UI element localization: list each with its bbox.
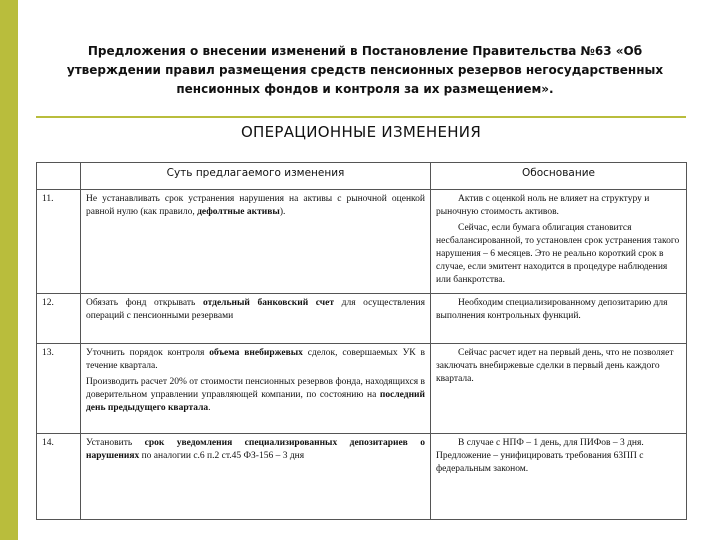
header-reason: Обоснование xyxy=(431,163,687,190)
changes-table xyxy=(36,162,687,520)
reason-cell xyxy=(431,434,687,520)
change-emphasis: дефолтные активы xyxy=(197,207,280,217)
change-cell xyxy=(81,434,431,520)
change-emphasis: объема внебиржевых xyxy=(209,348,303,358)
change-cell xyxy=(81,344,431,434)
change-cell xyxy=(81,190,431,294)
change-text: Обязать фонд открывать xyxy=(86,298,203,308)
change-emphasis-2: последний день предыдущего квартала xyxy=(86,390,425,413)
slide-subtitle: ОПЕРАЦИОННЫЕ ИЗМЕНЕНИЯ xyxy=(240,123,482,141)
row-number: 12. xyxy=(37,294,81,344)
reason-cell xyxy=(431,344,687,434)
reason-cell xyxy=(431,190,687,294)
accent-side-bar xyxy=(0,0,18,540)
change-text-2-end: . xyxy=(208,403,211,413)
table-header-row xyxy=(37,163,687,190)
reason-text-2: Сейчас, если бумага облигация становится несбалансированной, то установлен срок устранения такого нарушения – 6 месяцев. Это не реально короткий срок в случае, если эмитент находится в процедуре наблюдения или банкротства. xyxy=(436,223,680,285)
change-text: Установить xyxy=(86,438,145,448)
table-row xyxy=(37,294,687,344)
slide-title: Предложения о внесении изменений в Постановление Правительства №63 «Об утверждении правил размещения средств пенсионных резервов негосударственных пенсионных фондов и контроля за их размещением». xyxy=(66,44,664,96)
reason-text: Актив с оценкой ноль не влияет на структуру и рыночную стоимость активов. xyxy=(436,194,650,217)
change-emphasis: срок уведомления специализированных депозитариев о нарушениях xyxy=(86,438,425,461)
change-emphasis: отдельный банковский счет xyxy=(202,298,335,308)
reason-cell xyxy=(431,294,687,344)
reason-text: В случае с НПФ – 1 день, для ПИФов – 3 дня. Предложение – унифицировать требования 63ПП с федеральным законом. xyxy=(436,438,644,474)
row-number: 11. xyxy=(37,190,81,294)
reason-text: Сейчас расчет идет на первый день, что не позволяет заключать внебиржевые сделки в первый день каждого квартала. xyxy=(436,348,674,384)
table-row xyxy=(37,344,687,434)
change-text-end: сделок, совершаемых УК в течение квартала. xyxy=(86,348,426,371)
change-cell xyxy=(81,294,431,344)
reason-text: Необходим специализированному депозитарию для выполнения контрольных функций. xyxy=(436,298,668,321)
change-text: Не устанавливать срок устранения нарушения на активы с рыночной оценкой равной нулю (как правило, xyxy=(86,194,425,217)
change-text-end: ). xyxy=(279,207,286,217)
table-row xyxy=(37,434,687,520)
change-text-2: Производить расчет 20% от стоимости пенсионных резервов фонда, находящихся в доверительном управлении управляющей компании, по состоянию на xyxy=(86,377,425,400)
header-number xyxy=(37,163,81,190)
row-number: 14. xyxy=(37,434,81,520)
title-divider xyxy=(36,116,686,118)
header-change: Суть предлагаемого изменения xyxy=(81,163,431,190)
table-row xyxy=(37,190,687,294)
change-text-end: для осуществления операций с пенсионными резервами xyxy=(86,298,425,321)
change-text: Уточнить порядок контроля xyxy=(86,348,210,358)
row-number: 13. xyxy=(37,344,81,434)
change-text-end: по аналогии с.6 п.2 ст.45 ФЗ-156 – 3 дня xyxy=(139,451,305,461)
